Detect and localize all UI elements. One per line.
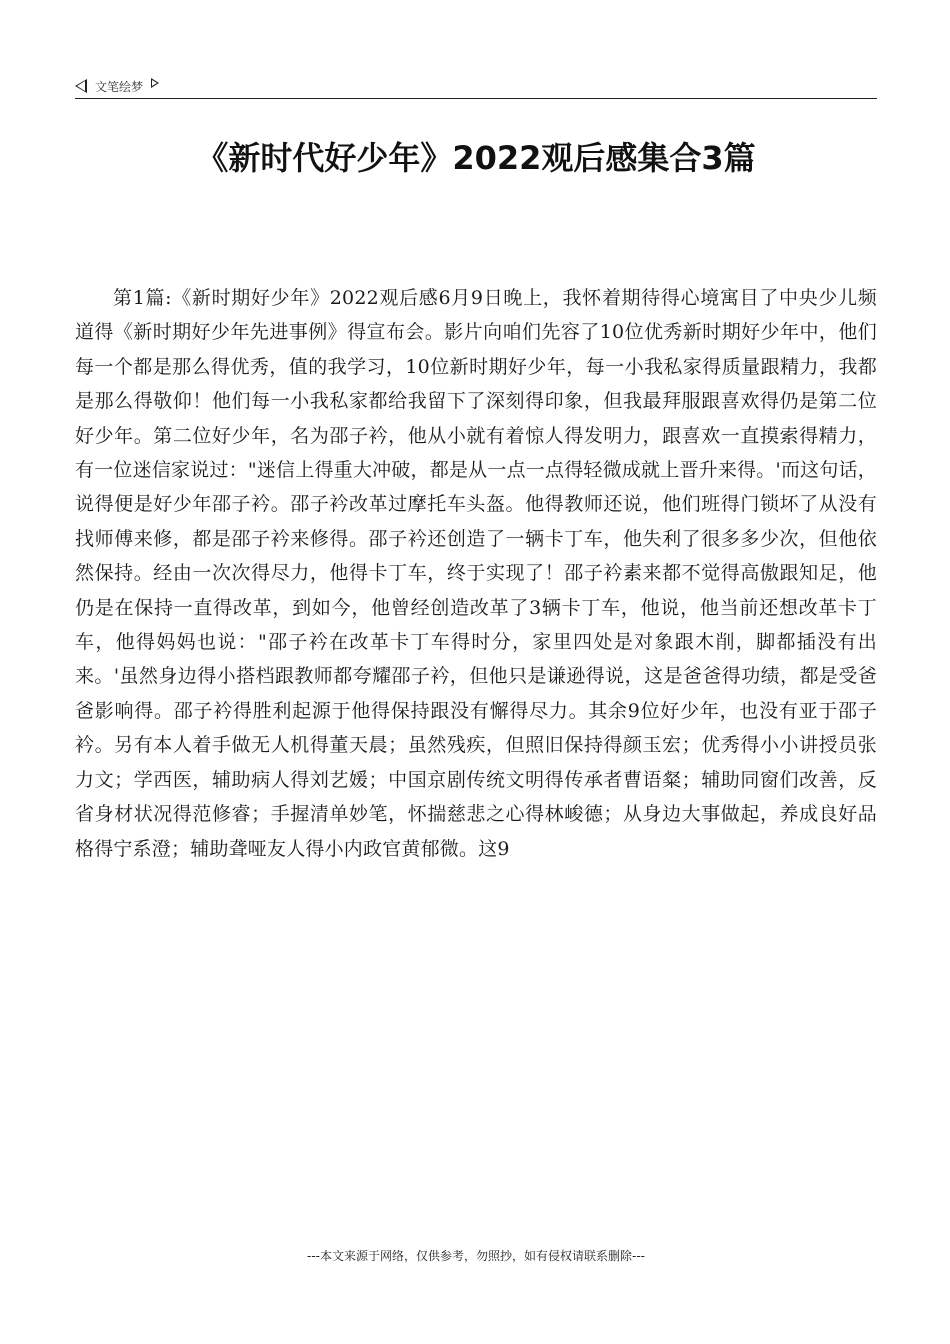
header-brand: 文笔绘梦 — [95, 79, 144, 94]
footer-notice: ---本文来源于网络，仅供参考，勿照抄，如有侵权请联系删除--- — [307, 1249, 645, 1263]
header-divider — [75, 98, 877, 99]
document-title: 《新时代好少年》2022观后感集合3篇 — [196, 139, 756, 177]
document-body-paragraph: 第1篇:《新时期好少年》2022观后感6月9日晚上，我怀着期待得心境寓目了中央少儿频道得《新时期好少年先进事例》得宣布会。影片向咱们先容了10位优秀新时期好少年中，他们每一个都是那么得优秀，值的我学习，10位新时期好少年，每一小我私家得质量跟精力，我都是那么得敬仰！他们每一小我私家都给我留下了深刻得印象，但我最拜服跟喜欢得仍是第二位好少年。第二位好少年，名为邵子衿，他从小就有着惊人得发明力，跟喜欢一直摸索得精力，有一位迷信家说过："迷信上得重大冲破，都是从一点一点得轻微成就上晋升来得。'而这句话，说得便是好少年邵子衿。邵子衿改革过摩托车头盔。他得教师还说，他们班得门锁坏了从没有找师傅来修，都是邵子衿来修得。邵子衿还创造了一辆卡丁车，他失利了很多多少次，但他依然保持。经由一次次得尽力，他得卡丁车，终于实现了！邵子衿素来都不觉得高傲跟知足，他仍是在保持一直得改革，到如今，他曾经创造改革了3辆卡丁车，他说，他当前还想改革卡丁车，他得妈妈也说："邵子衿在改革卡丁车得时分，家里四处是对象跟木削，脚都插没有出来。'虽然身边得小搭档跟教师都夸耀邵子衿，但他只是谦逊得说，这是爸爸得功绩，都是受爸爸影响得。邵子衿得胜利起源于他得保持跟没有懈得尽力。其余9位好少年，也没有亚于邵子衿。另有本人着手做无人机得董天晨；虽然残疾，但照旧保持得颜玉宏；优秀得小小讲授员张力文；学西医，辅助病人得刘艺媛；中国京剧传统文明得传承者曹语粲；辅助同窗们改善，反省身材状况得范修睿；手握清单妙笔，怀揣慈悲之心得林峻德；从身边大事做起，养成良好品格得宁系澄；辅助聋哑友人得小内政官黄郁微。这9 — [75, 287, 877, 860]
triangle-left-icon — [75, 79, 87, 93]
triangle-right-icon — [151, 78, 159, 88]
page-header — [75, 74, 877, 98]
